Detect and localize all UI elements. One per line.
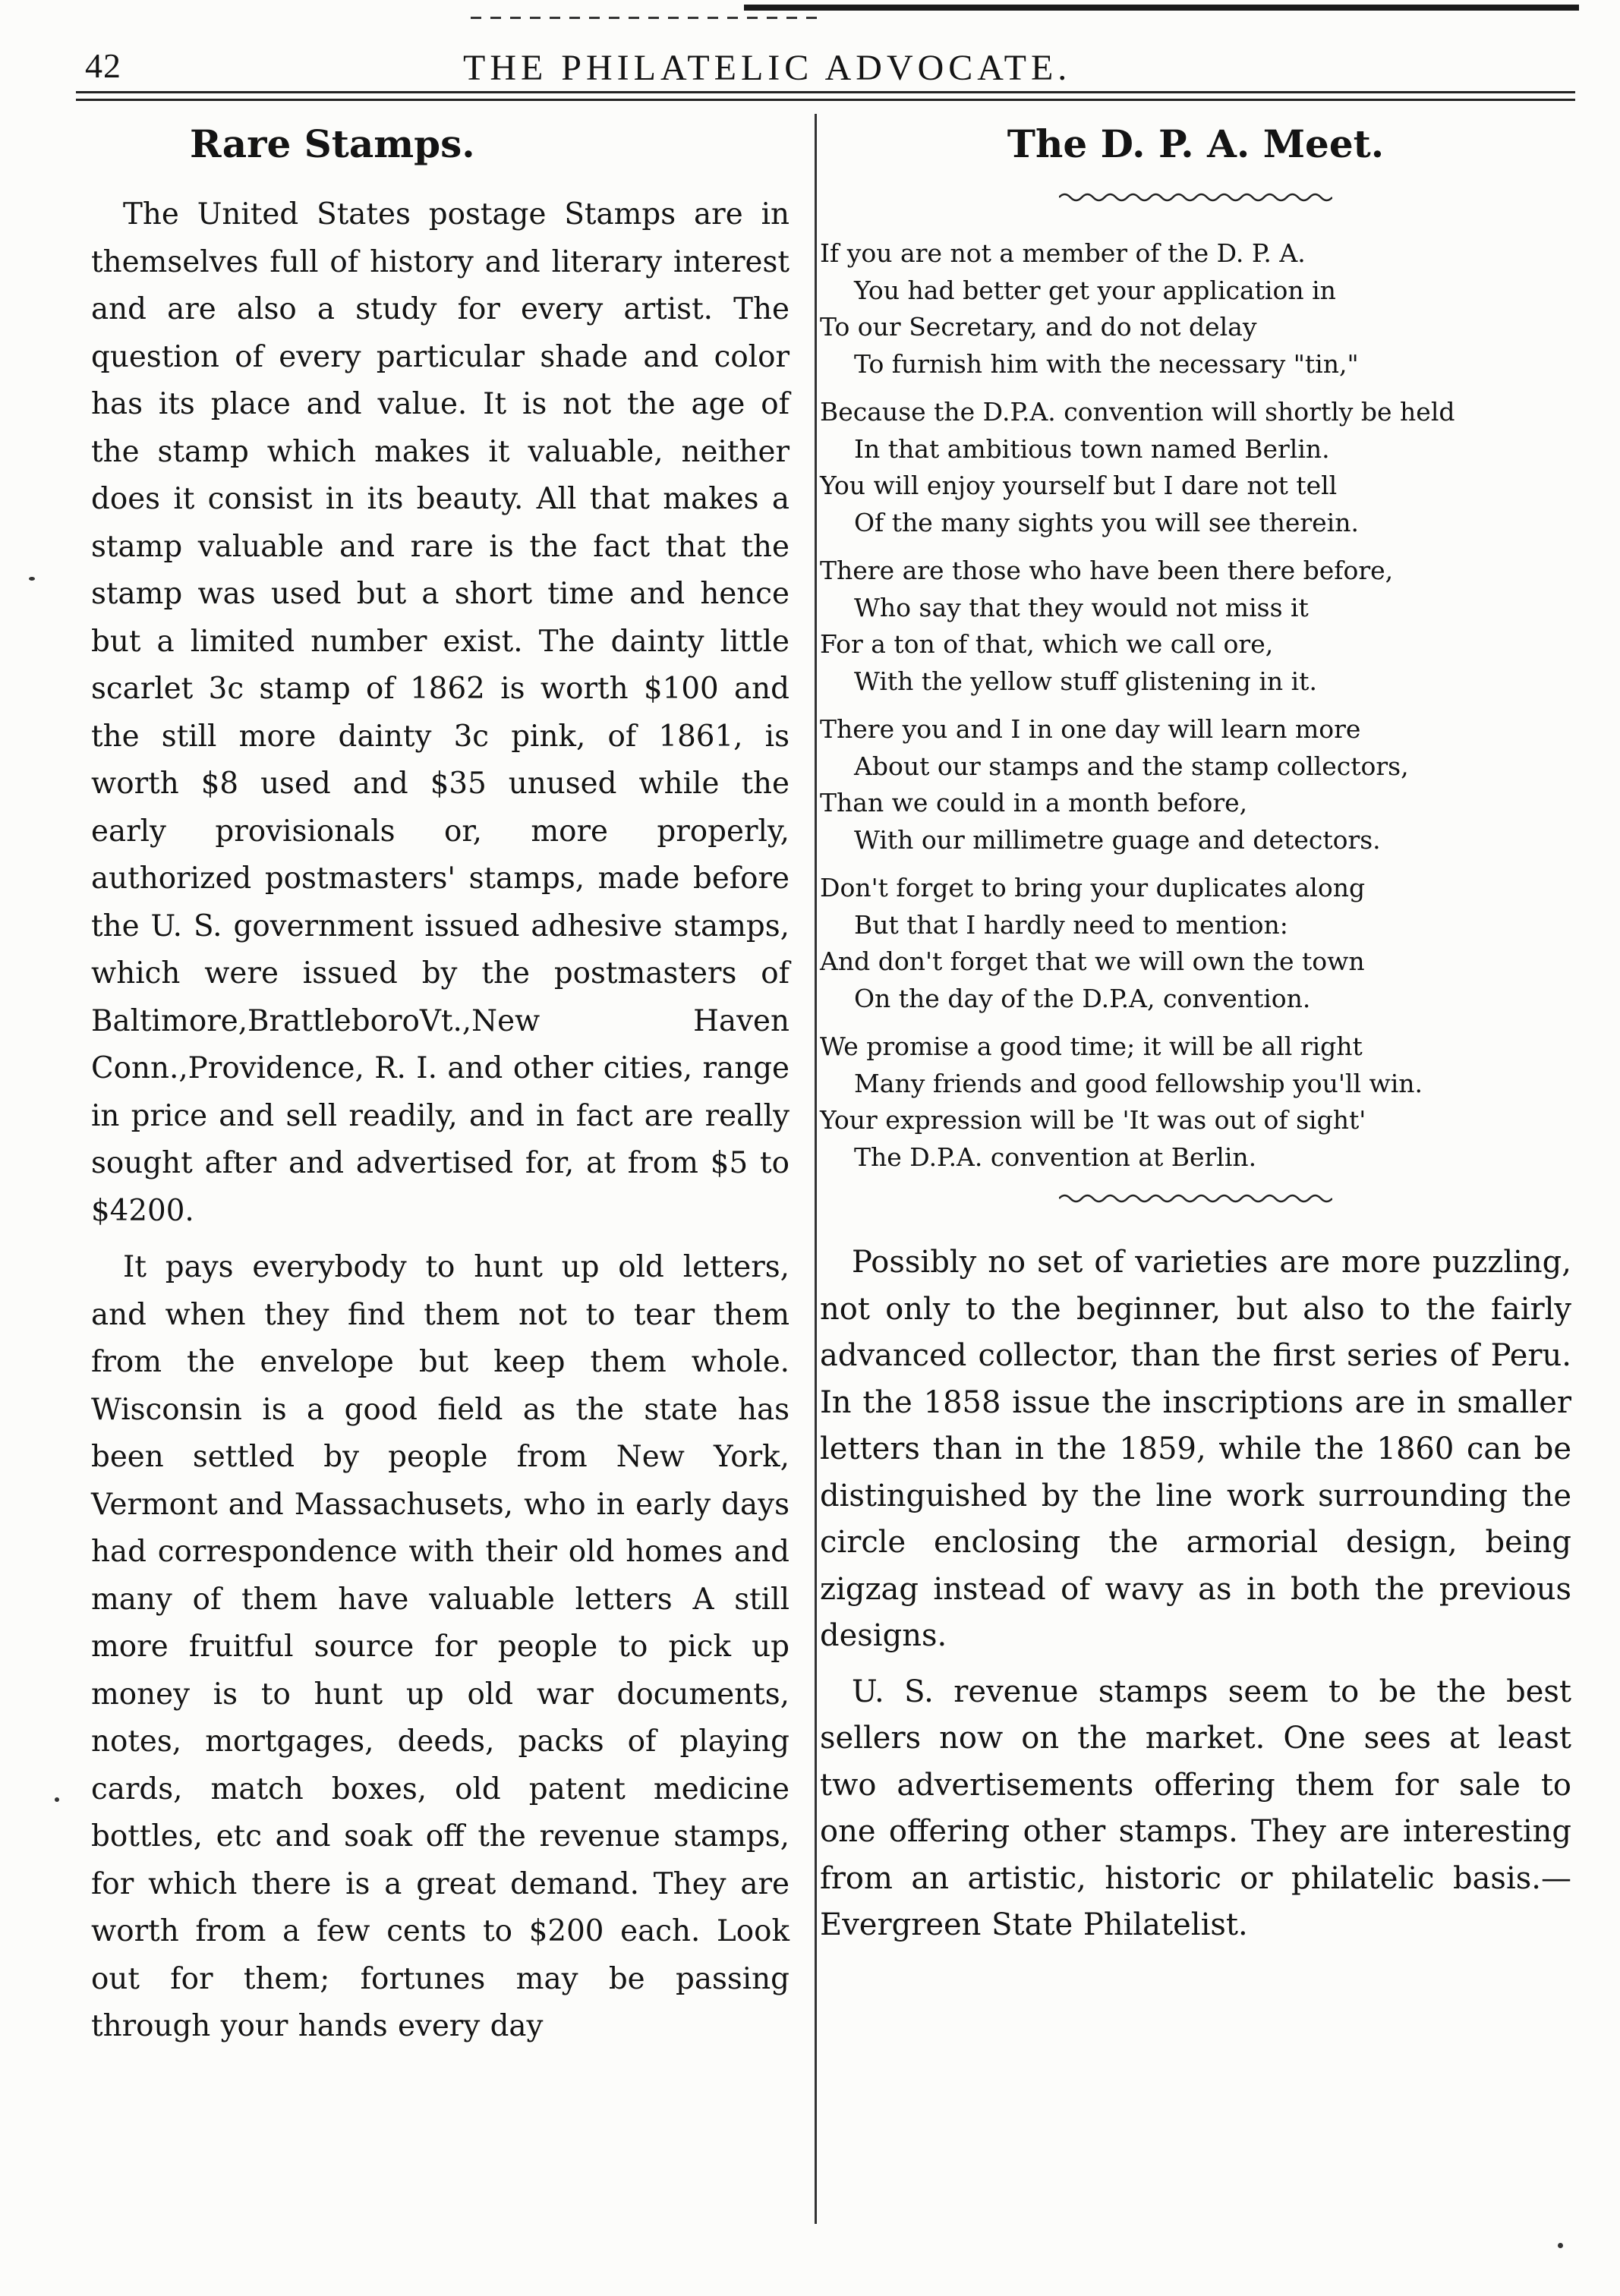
- poem-line: Of the many sights you will see therein.: [854, 507, 1359, 537]
- top-border-rule-fade: [471, 17, 820, 19]
- poem-line: Because the D.P.A. convention will shortly be held: [820, 397, 1455, 427]
- poem-line: With our millimetre guage and detectors.: [854, 824, 1381, 855]
- left-column: [91, 114, 790, 2051]
- article-paragraph: It pays everybody to hunt up old letters, and when they find them not to tear them from the envelope but keep them whole. Wisconsin is a good field as the state has been settled by people from New York, Vermont and Massachusets, who in early days had correspondence with their old homes and many of them have valuable letters A still more fruitful source for people to pick up money is to hunt up old war documents, notes, mortgages, deeds, packs of playing cards, match boxes, old patent medicine bottles, etc and soak off the revenue stamps, for which there is a great demand. They are worth from a few cents to $200 each. Look out for them; fortunes may be passing through your hands every day: [91, 1250, 790, 2043]
- poem-line: Who say that they would not miss it: [854, 592, 1309, 622]
- article-paragraph: Possibly no set of varieties are more puzzling, not only to the beginner, but also to the fairly advanced collector, than the first series of Peru. In the 1858 issue the inscriptions are in smaller letters than in the 1859, while the 1860 can be distinguished by the line work surrounding the circle enclosing the armorial design, being zigzag instead of wavy as in both the previous designs.: [820, 1245, 1571, 1653]
- poem-stanza: [820, 235, 1571, 383]
- poem-line: And don't forget that we will own the town: [820, 946, 1365, 976]
- poem-stanza: [820, 553, 1571, 700]
- column-divider: [815, 114, 817, 2224]
- poem-line: For a ton of that, which we call ore,: [820, 629, 1274, 659]
- poem-line: On the day of the D.P.A, convention.: [854, 983, 1311, 1013]
- poem-stanza: [820, 1028, 1571, 1176]
- poem-line: Don't forget to bring your duplicates along: [820, 873, 1366, 902]
- right-column: [820, 114, 1571, 1949]
- poem: [820, 235, 1571, 1176]
- print-speck: [1558, 2243, 1563, 2248]
- poem-stanza: [820, 711, 1571, 858]
- wavy-ornament-divider: [1059, 1192, 1332, 1209]
- poem-line: We promise a good time; it will be all right: [820, 1031, 1363, 1061]
- poem-line: If you are not a member of the D. P. A.: [820, 238, 1306, 268]
- top-border-rule: [744, 5, 1579, 11]
- poem-line: There you and I in one day will learn more: [820, 714, 1361, 744]
- poem-line: You had better get your application in: [854, 275, 1336, 305]
- poem-line: To furnish him with the necessary "tin,": [854, 348, 1359, 379]
- article-paragraph: The United States postage Stamps are in themselves full of history and literary interest and are also a study for every artist. The question of every particular shade and color has its place and value. It is not the age of the stamp which makes it valuable, neither does it consist in its beauty. All that makes a stamp valuable and rare is the fact that the stamp was used but a short time and hence but a limited number exist. The dainty little scarlet 3c stamp of 1862 is worth $100 and the still more dainty 3c pink, of 1861, is worth $8 used and $35 unused while the early provisionals or, more properly, authorized postmasters' stamps, made before the U. S. government issued adhesive stamps, which were issued by the postmasters of Baltimore,BrattleboroVt.,New Haven Conn.,Providence, R. I. and other cities, range in price and sell readily, and in fact are really sought after and advertised for, at from $5 to $4200.: [91, 197, 790, 1228]
- header-rule-lower: [76, 99, 1575, 101]
- poem-line: To our Secretary, and do not delay: [820, 312, 1257, 342]
- paragraph-gap: [91, 1235, 790, 1244]
- print-speck: [55, 1797, 59, 1802]
- poem-line: In that ambitious town named Berlin.: [854, 433, 1330, 464]
- poem-line: About our stamps and the stamp collectors,: [854, 751, 1409, 781]
- poem-stanza: [820, 394, 1571, 541]
- article-title-rare-stamps: Rare Stamps.: [190, 121, 475, 166]
- page-number: 42: [85, 46, 121, 85]
- poem-line: Many friends and good fellowship you'll win.: [854, 1068, 1423, 1098]
- article-title-dpa-meet: The D. P. A. Meet.: [1007, 121, 1385, 166]
- running-title: THE PHILATELIC ADVOCATE.: [463, 48, 1072, 88]
- print-speck: [29, 577, 35, 581]
- poem-line: There are those who have been there before,: [820, 556, 1394, 585]
- poem-line: Than we could in a month before,: [820, 788, 1248, 817]
- poem-stanza: [820, 870, 1571, 1017]
- poem-line: With the yellow stuff glistening in it.: [854, 666, 1317, 696]
- poem-line: But that I hardly need to mention:: [854, 909, 1288, 940]
- poem-line: You will enjoy yourself but I dare not tell: [820, 471, 1338, 500]
- wavy-ornament-divider: [1059, 191, 1332, 208]
- poem-line: Your expression will be 'It was out of sight': [820, 1105, 1366, 1135]
- poem-line: The D.P.A. convention at Berlin.: [854, 1142, 1257, 1172]
- header-rule-upper: [76, 91, 1575, 93]
- paragraph-gap: [820, 1660, 1571, 1669]
- article-paragraph: U. S. revenue stamps seem to be the best sellers now on the market. One sees at least two advertisements offering them for sale to one offering other stamps. They are interesting from an artistic, historic or philatelic basis.—Evergreen State Philatelist.: [820, 1674, 1571, 1942]
